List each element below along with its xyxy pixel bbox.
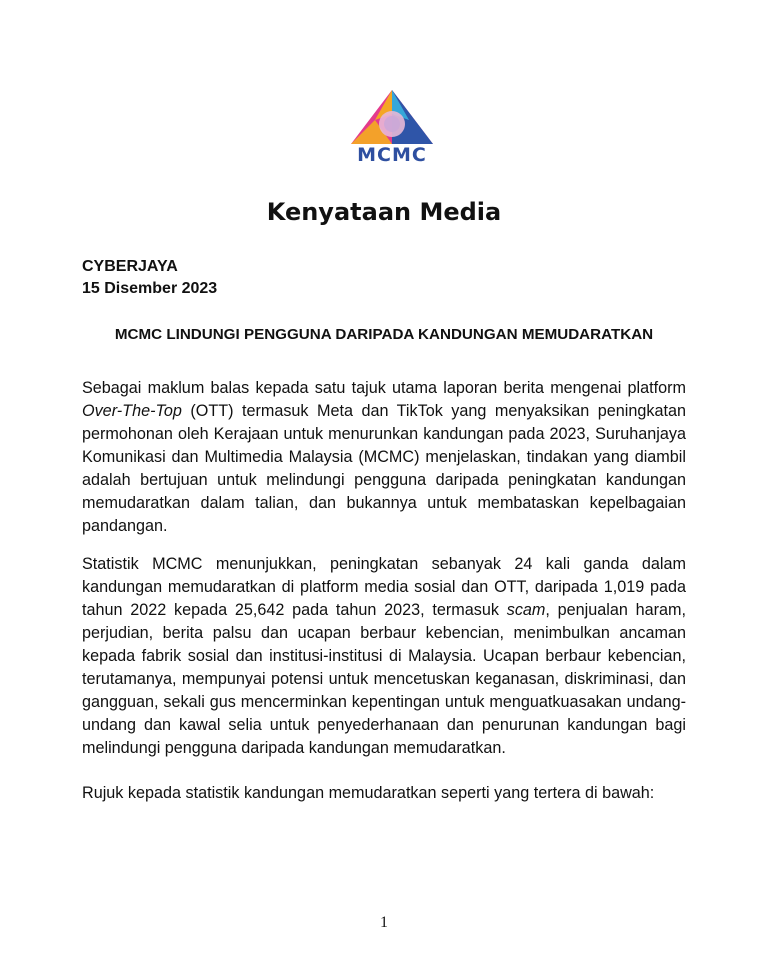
dateline bbox=[82, 256, 217, 300]
logo-text: MCMC bbox=[357, 144, 427, 166]
paragraph-1-italic: Over-The-Top bbox=[82, 402, 182, 420]
page-number: 1 bbox=[380, 914, 388, 931]
paragraph-1-text-a: Sebagai maklum balas kepada satu tajuk utama laporan berita mengenai platform bbox=[82, 379, 686, 397]
paragraph-3: Rujuk kepada statistik kandungan memudaratkan seperti yang tertera di bawah: bbox=[82, 784, 655, 802]
location: CYBERJAYA bbox=[82, 258, 178, 275]
paragraph-2-italic: scam bbox=[506, 601, 546, 619]
paragraph-2-text-c: , penjualan haram, perjudian, berita palsu dan ucapan berbaur kebencian, menimbulkan ancaman kepada fabrik sosial dan institusi-institusi di Malaysia. Ucapan berbaur kebencian, terutamanya, mempunyai potensi untuk mencetuskan keganasan, diskriminasi, dan gangguan, sekali gus mencerminkan kepentingan untuk menguatkuasakan undang-undang dan kawal selia untuk penyederhanaan dan penurunan kandungan bagi melindungi pengguna daripada kandungan memudaratkan. bbox=[82, 601, 686, 757]
mcmc-logo-icon bbox=[341, 86, 443, 146]
paragraph-1 bbox=[82, 377, 686, 538]
document-title: Kenyataan Media bbox=[266, 198, 502, 226]
paragraph-2-text-a: Statistik MCMC menunjukkan, peningkatan sebanyak 24 kali ganda dalam kandungan memudaratkan di platform media sosial dan OTT, daripada 1,019 pada tahun 2022 kepada 25,642 pada tahun 2023, termasuk bbox=[82, 555, 686, 619]
mcmc-logo bbox=[341, 86, 443, 166]
headline: MCMC LINDUNGI PENGGUNA DARIPADA KANDUNGAN MEMUDARATKAN bbox=[114, 326, 654, 343]
paragraph-2 bbox=[82, 553, 686, 760]
date: 15 Disember 2023 bbox=[82, 280, 218, 297]
paragraph-1-text-c: (OTT) termasuk Meta dan TikTok yang menyaksikan peningkatan permohonan oleh Kerajaan untuk menurunkan kandungan pada 2023, Suruhanjaya Komunikasi dan Multimedia Malaysia (MCMC) menjelaskan, tindakan yang diambil adalah bertujuan untuk melindungi pengguna daripada peningkatan kandungan memudaratkan dalam talian, dan bukannya untuk membataskan kepelbagaian pandangan. bbox=[82, 402, 686, 535]
